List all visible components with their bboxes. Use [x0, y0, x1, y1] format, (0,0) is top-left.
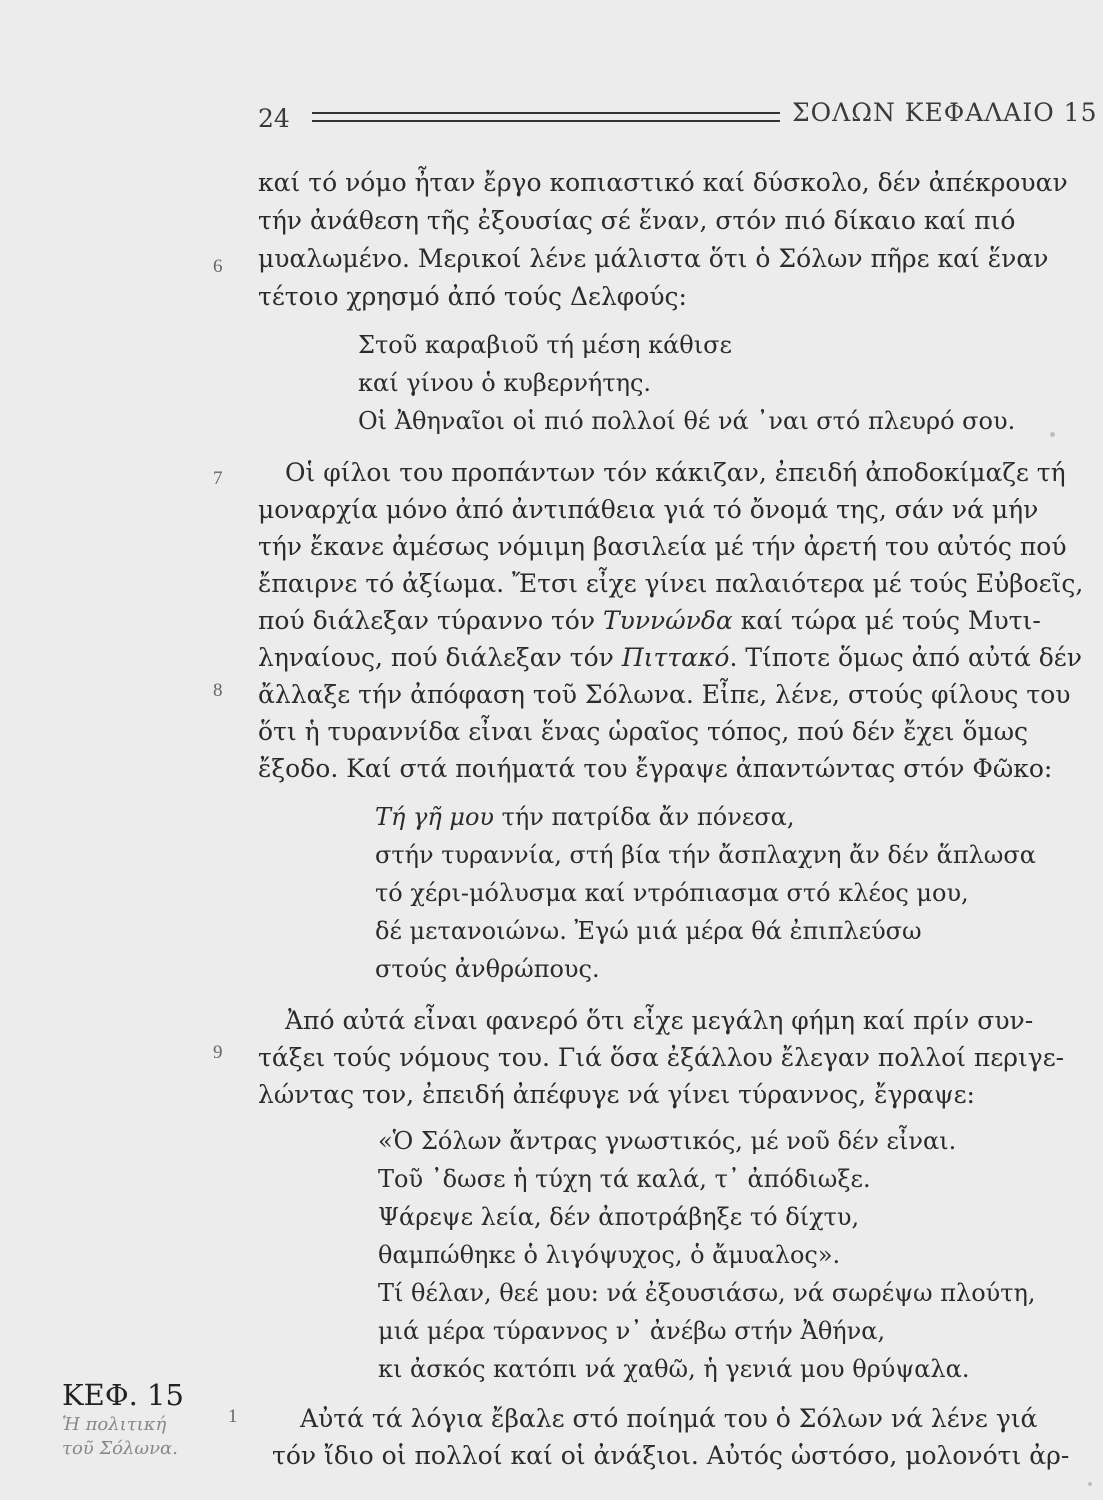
header-rule	[312, 112, 780, 122]
text-line: Οἱ φίλοι του προπάντων τόν κάκιζαν, ἐπειδή ἀποδοκίμαζε τή	[285, 458, 1066, 487]
verse-line: «Ὁ Σόλων ἄντρας γνωστικός, μέ νοῦ δέν εἶναι.	[378, 1127, 957, 1155]
text-line	[258, 643, 1082, 673]
verse-line: μιά μέρα τύραννος ν᾿ ἀνέβω στήν Ἀθήνα,	[378, 1317, 886, 1345]
margin-number: 6	[213, 256, 223, 277]
text-line: τόν ἴδιο οἱ πολλοί καί οἱ ἀνάξιοι. Αὐτός ὡστόσο, μολονότι ἀρ-	[272, 1441, 1070, 1470]
text-segment: . Τίποτε ὅμως ἀπό αὐτά δέν	[729, 643, 1082, 672]
italic-name: Τυννώνδα	[602, 606, 733, 635]
text-line: καί τό νόμο ἦταν ἔργο κοπιαστικό καί δύσκολο, δέν ἀπέκρουαν	[258, 168, 1068, 197]
verse-line: δέ μετανοιώνω. Ἐγώ μιά μέρα θά ἐπιπλεύσω	[375, 917, 922, 945]
margin-number: 7	[213, 468, 223, 489]
text-line: ὅτι ἡ τυραννίδα εἶναι ἕνας ὡραῖος τόπος, πού δέν ἔχει ὅμως	[258, 717, 1029, 746]
text-line	[258, 606, 1041, 636]
verse-line: στούς ἀνθρώπους.	[375, 955, 600, 983]
verse-line: καί γίνου ὁ κυβερνήτης.	[358, 369, 652, 397]
text-line: λώντας τον, ἐπειδή ἀπέφυγε νά γίνει τύραννος, ἔγραψε:	[258, 1080, 975, 1109]
text-line: ἔξοδο. Καί στά ποιήματά του ἔγραψε ἀπαντώντας στόν Φῶκο:	[258, 754, 1053, 783]
text-segment: πού διάλεξαν τύραννο τόν	[258, 606, 603, 635]
text-line: ἔπαιρνε τό ἀξίωμα. Ἔτσι εἶχε γίνει παλαιότερα μέ τούς Εὐβοεῖς,	[258, 569, 1084, 598]
text-segment: τήν πατρίδα ἄν πόνεσα,	[494, 803, 795, 831]
page-number: 24	[258, 104, 290, 133]
verse-line: Οἱ Ἀθηναῖοι οἱ πιό πολλοί θέ νά ᾿ναι στό πλευρό σου.	[358, 407, 1016, 435]
verse-line: τό χέρι-μόλυσμα καί ντρόπιασμα στό κλέος μου,	[375, 879, 969, 907]
scan-speck	[1088, 1482, 1092, 1486]
verse-line: στήν τυραννία, στή βία τήν ἄσπλαχνη ἄν δέν ἅπλωσα	[375, 841, 1036, 869]
side-note-line: Ἡ πολιτική	[62, 1414, 167, 1435]
verse-line	[375, 802, 794, 832]
margin-number: 8	[213, 680, 223, 701]
side-note-title: ΚΕΦ. 15	[62, 1378, 184, 1412]
verse-line: Στοῦ καραβιοῦ τή μέση κάθισε	[358, 331, 732, 359]
text-line: τήν ἀνάθεση τῆς ἐξουσίας σέ ἕναν, στόν πιό δίκαιο καί πιό	[258, 206, 1016, 235]
text-line: τάξει τούς νόμους του. Γιά ὅσα ἐξάλλου ἔλεγαν πολλοί περιγε-	[258, 1043, 1065, 1072]
text-line: ἄλλαξε τήν ἀπόφαση τοῦ Σόλωνα. Εἶπε, λένε, στούς φίλους του	[258, 680, 1071, 709]
verse-line: Τί θέλαν, θεέ μου: νά ἐξουσιάσω, νά σωρέψω πλούτη,	[378, 1279, 1036, 1307]
verse-line: θαμπώθηκε ὁ λιγόψυχος, ὁ ἄμυαλος».	[378, 1241, 841, 1269]
text-line: μυαλωμένο. Μερικοί λένε μάλιστα ὅτι ὁ Σόλων πῆρε καί ἕναν	[258, 244, 1049, 273]
text-line: μοναρχία μόνο ἀπό ἀντιπάθεια γιά τό ὄνομά της, σάν νά μήν	[258, 495, 1039, 524]
side-note-line: τοῦ Σόλωνα.	[62, 1438, 178, 1459]
italic-phrase: Τή γῆ μου	[375, 803, 495, 831]
running-title: ΣΟΛΩΝ ΚΕΦΑΛΑΙΟ 15	[792, 98, 1098, 127]
text-line: τέτοιο χρησμό ἀπό τούς Δελφούς:	[258, 282, 687, 311]
italic-name: Πιττακό	[621, 643, 730, 672]
scan-speck	[1050, 432, 1055, 437]
text-line: τήν ἔκανε ἀμέσως νόμιμη βασιλεία μέ τήν ἀρετή του αὐτός πού	[258, 532, 1067, 561]
verse-line: Ψάρεψε λεία, δέν ἀποτράβηξε τό δίχτυ,	[378, 1203, 860, 1231]
margin-number: 9	[213, 1042, 223, 1063]
margin-number: 1	[228, 1406, 238, 1427]
text-line: Ἀπό αὐτά εἶναι φανερό ὅτι εἶχε μεγάλη φήμη καί πρίν συν-	[285, 1006, 1034, 1035]
text-line: Αὐτά τά λόγια ἔβαλε στό ποίημά του ὁ Σόλων νά λένε γιά	[300, 1404, 1038, 1433]
verse-line: Τοῦ ᾿δωσε ἡ τύχη τά καλά, τ᾿ ἀπόδιωξε.	[378, 1165, 871, 1193]
text-segment: καί τώρα μέ τούς Μυτι-	[732, 606, 1041, 635]
text-segment: ληναίους, πού διάλεξαν τόν	[258, 643, 622, 672]
verse-line: κι ἀσκός κατόπι νά χαθῶ, ἡ γενιά μου θρύψαλα.	[378, 1355, 970, 1383]
